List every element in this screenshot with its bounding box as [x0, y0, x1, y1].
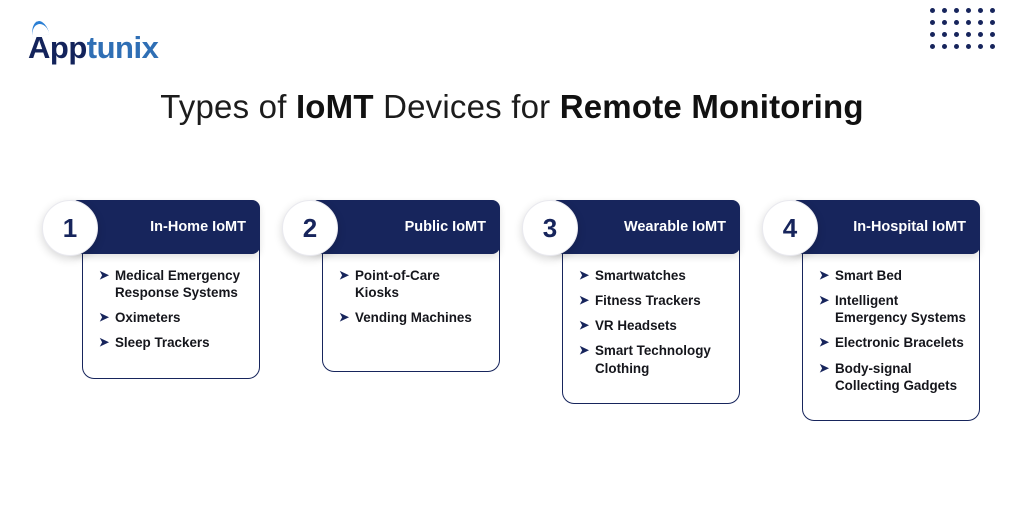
title-segment-2: IoMT: [295, 88, 374, 125]
category-number-badge: [522, 200, 578, 256]
chevron-right-icon: ➤: [819, 360, 830, 375]
chevron-right-icon: ➤: [99, 268, 110, 282]
list-item-label: Smart Bed: [835, 268, 902, 283]
title-segment-1: Types of: [160, 88, 296, 125]
list-item-label: Fitness Trackers: [595, 293, 701, 309]
list-item-label: Smartwatches: [595, 268, 686, 283]
category-column-wearable: [522, 200, 740, 421]
page-title: [0, 88, 1024, 126]
category-number-label: 4: [782, 212, 798, 243]
chevron-right-icon: ➤: [579, 343, 590, 358]
chevron-right-icon: ➤: [99, 335, 110, 350]
category-number-badge: [42, 200, 98, 256]
chevron-right-icon: ➤: [819, 293, 830, 308]
list-item: [579, 267, 727, 284]
list-item: [99, 309, 247, 326]
list-item: [579, 317, 727, 334]
chevron-right-icon: ➤: [819, 268, 830, 282]
device-list: [819, 267, 967, 394]
category-column-public: [282, 200, 500, 421]
list-item: [819, 360, 967, 394]
list-item-label: Electronic Bracelets: [835, 335, 964, 351]
list-item: [819, 292, 967, 326]
category-number-badge: [282, 200, 338, 256]
logo-text-primary: App: [28, 30, 87, 65]
list-item-label: VR Headsets: [595, 318, 677, 334]
list-item: [819, 334, 967, 351]
chevron-right-icon: ➤: [579, 318, 590, 333]
category-header: [790, 200, 980, 254]
device-list: [99, 267, 247, 352]
category-number-badge: [762, 200, 818, 256]
list-item-label: Intelligent Emergency Systems: [835, 293, 967, 326]
chevron-right-icon: ➤: [819, 335, 830, 350]
chevron-right-icon: ➤: [339, 310, 350, 325]
title-segment-4: Remote Monitoring: [559, 88, 864, 125]
list-item: [339, 309, 487, 326]
logo-text-secondary: tunix: [86, 30, 159, 65]
chevron-right-icon: ➤: [339, 268, 350, 282]
list-item: [819, 267, 967, 284]
list-item-label: Oximeters: [115, 310, 181, 326]
category-number-label: 2: [302, 212, 318, 243]
list-item: [579, 342, 727, 376]
list-item: [99, 267, 247, 301]
category-column-in-home: [42, 200, 260, 421]
list-item-label: Sleep Trackers: [115, 335, 210, 351]
category-card: [562, 232, 740, 404]
chevron-right-icon: ➤: [579, 268, 590, 282]
list-item-label: Smart Technology Clothing: [595, 343, 711, 376]
logo-icon: [28, 30, 87, 66]
list-item-label: Point-of-Care Kiosks: [355, 268, 440, 301]
chevron-right-icon: ➤: [99, 310, 110, 325]
list-item-label: Vending Machines: [355, 310, 472, 326]
category-header: [70, 200, 260, 254]
category-heading-label: Public IoMT: [404, 219, 486, 235]
device-list: [339, 267, 487, 326]
category-heading-label: Wearable IoMT: [623, 219, 726, 235]
list-item-label: Medical Emergency Response Systems: [115, 268, 241, 301]
category-card: [802, 232, 980, 421]
list-item: [339, 267, 487, 301]
category-heading-label: In-Home IoMT: [150, 219, 246, 235]
list-item: [579, 292, 727, 309]
category-header: [550, 200, 740, 254]
category-header: [310, 200, 500, 254]
chevron-right-icon: ➤: [579, 293, 590, 308]
category-number-label: 1: [62, 212, 78, 243]
dot-grid-decoration: [930, 8, 1002, 56]
list-item-label: Body-signal Collecting Gadgets: [835, 360, 958, 393]
category-columns: [42, 200, 988, 421]
title-segment-3: Devices for: [373, 88, 560, 125]
device-list: [579, 267, 727, 377]
apptunix-logo: [28, 30, 158, 66]
list-item: [99, 334, 247, 351]
category-number-label: 3: [542, 212, 558, 243]
category-column-in-hospital: [762, 200, 980, 421]
category-heading-label: In-Hospital IoMT: [853, 219, 966, 235]
